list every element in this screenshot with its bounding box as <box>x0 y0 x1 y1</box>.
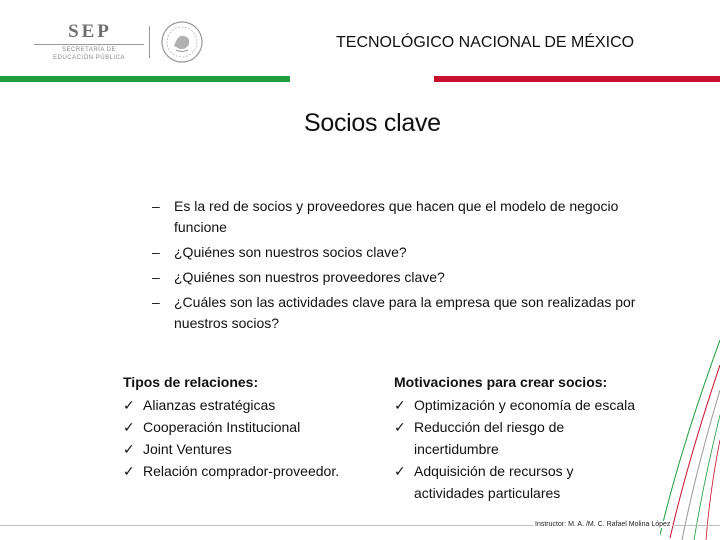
checkmark-icon: ✓ <box>394 419 406 435</box>
relationship-types-heading: Tipos de relaciones: <box>123 374 259 390</box>
decorative-swoosh <box>660 330 720 540</box>
sep-logo-line2: EDUCACIÓN PÚBLICA <box>53 55 125 61</box>
list-item <box>394 416 619 460</box>
checkmark-icon: ✓ <box>123 463 135 479</box>
motivations-heading: Motivaciones para crear socios: <box>394 374 608 390</box>
header-green-bar <box>0 76 290 82</box>
checkmark-icon: ✓ <box>123 397 135 413</box>
list-item <box>123 438 385 460</box>
list-item <box>123 460 385 482</box>
list-item-text: Relación comprador-proveedor. <box>143 463 340 479</box>
bullet-item <box>150 267 670 288</box>
list-item <box>123 416 385 438</box>
national-seal-icon <box>158 20 206 64</box>
sep-logo <box>22 20 192 64</box>
bullet-text: Es la red de socios y proveedores que hacen que el modelo de negocio funcione <box>174 198 619 235</box>
checkmark-icon: ✓ <box>123 441 135 457</box>
header-red-bar <box>434 76 720 82</box>
list-item <box>394 394 656 416</box>
bullet-item <box>150 292 670 334</box>
bullet-item <box>150 242 670 263</box>
bullet-text: ¿Quiénes son nuestros proveedores clave? <box>174 269 445 285</box>
list-item <box>394 460 619 504</box>
list-item <box>123 394 385 416</box>
sep-logo-line1: SECRETARÍA DE <box>61 47 117 53</box>
list-item-text: Optimización y economía de escala <box>414 397 635 413</box>
checkmark-icon: ✓ <box>123 419 135 435</box>
dash-marker: – <box>152 294 160 310</box>
list-item-text: Adquisición de recursos y actividades particulares <box>414 463 574 501</box>
sep-logo-word: SEP <box>68 21 112 42</box>
logo-divider <box>149 26 150 58</box>
bullet-list <box>150 196 670 338</box>
dash-marker: – <box>152 198 160 214</box>
bullet-text: ¿Cuáles son las actividades clave para la empresa que son realizadas por nuestros socios? <box>174 294 636 331</box>
bullet-item <box>150 196 670 238</box>
slide-title: Socios clave <box>304 109 441 137</box>
institution-title: TECNOLÓGICO NACIONAL DE MÉXICO <box>336 34 635 51</box>
bullet-text: ¿Quiénes son nuestros socios clave? <box>174 244 407 260</box>
list-item-text: Alianzas estratégicas <box>143 397 276 413</box>
dash-marker: – <box>152 269 160 285</box>
list-item-text: Cooperación Institucional <box>143 419 301 435</box>
list-item-text: Reducción del riesgo de incertidumbre <box>414 419 565 457</box>
dash-marker: – <box>152 244 160 260</box>
checkmark-icon: ✓ <box>394 463 406 479</box>
instructor-credit: Instructor: M. A. /M. C. Rafael Molina López <box>535 521 671 528</box>
relationship-types-column <box>123 373 385 482</box>
sep-logo-rule <box>34 44 144 45</box>
motivations-column <box>394 373 656 504</box>
list-item-text: Joint Ventures <box>143 441 232 457</box>
checkmark-icon: ✓ <box>394 397 406 413</box>
